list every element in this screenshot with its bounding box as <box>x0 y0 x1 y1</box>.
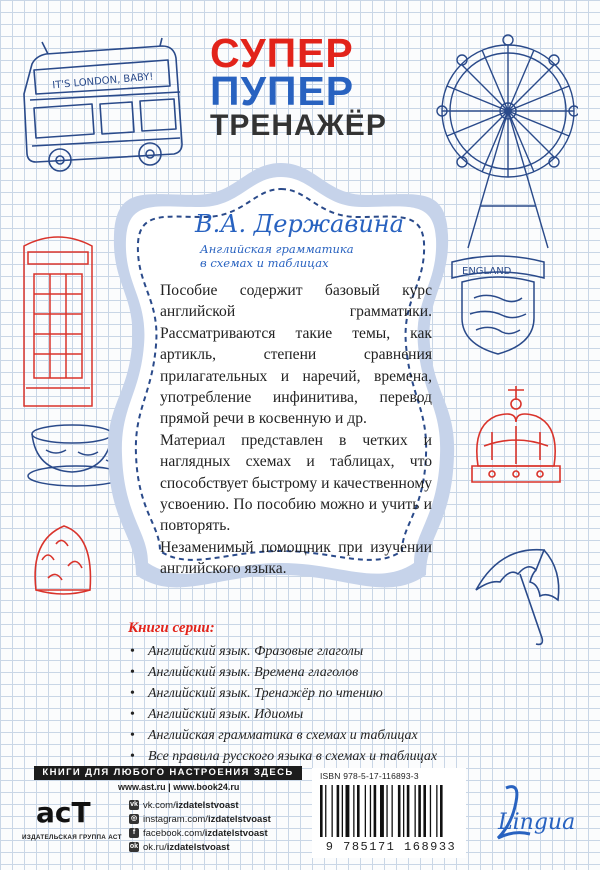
barcode-digits: 9 785171 168933 <box>325 840 457 854</box>
description-paragraph: Незаменимый помощник при изучении английского языка. <box>160 538 432 578</box>
shield-banner-text: ENGLAND <box>462 266 512 277</box>
social-link-vk[interactable]: vk vk.com/ izdatelstvoast <box>130 799 239 811</box>
book-subtitle-line2: в схемах и таблицах <box>200 256 329 270</box>
series-heading: Книги серии: <box>128 620 215 636</box>
book-author: В.А. Державина <box>195 210 404 238</box>
isbn-number: ISBN 978-5-17-116893-3 <box>320 771 419 781</box>
publisher-name: ИЗДАТЕЛЬСКАЯ ГРУППА АСТ <box>22 834 122 841</box>
title-line-trenazher: ТРЕНАЖЁР <box>210 109 387 142</box>
social-link-facebook[interactable]: f facebook.com/ izdatelstvoast <box>143 826 271 840</box>
series-item: • Английский язык. Времена глаголов <box>128 662 488 683</box>
series-item: • Английский язык. Идиомы <box>128 704 488 725</box>
publisher-sites: www.ast.ru | www.book24.ru <box>118 782 240 792</box>
book-subtitle-line1: Английская грамматика <box>200 242 354 256</box>
description-paragraph: Пособие содержит базовый курс английской грамматики. Рассматриваются такие темы, как артикль, степени сравнения прилагательных и наречий, времена, употребление инфинитива, перевод прямой речи в косвенную и др. <box>160 282 432 428</box>
social-link-instagram[interactable]: ◎ instagram.com/ izdatelstvoast <box>130 813 271 825</box>
slogan-band: КНИГИ ДЛЯ ЛЮБОГО НАСТРОЕНИЯ ЗДЕСЬ <box>34 766 302 780</box>
series-item: • Английский язык. Фразовые глаголы <box>128 641 488 662</box>
instagram-icon: ◎ <box>130 815 138 822</box>
barcode <box>318 785 464 839</box>
bus-sign-text: IT'S LONDON, BABY! <box>51 71 154 92</box>
facebook-icon: f <box>129 828 139 838</box>
social-links <box>129 798 271 854</box>
ast-logo <box>34 790 96 830</box>
svg-text:acT: acT <box>36 796 91 829</box>
series-title <box>210 30 410 142</box>
description-paragraph: Материал представлен в четких и наглядных схемах и таблицах, что способствует быстрому и качественному усвоению. По пособию можно и учить и повторять. <box>160 431 432 535</box>
series-item: • Английский язык. Тренажёр по чтению <box>128 683 488 704</box>
series-list <box>128 620 488 767</box>
title-line-super: СУПЕР <box>210 30 354 76</box>
social-link-ok[interactable]: ok ok.ru/ izdatelstvoast <box>129 841 230 853</box>
guard-hat-icon <box>28 520 98 600</box>
series-item: • Английская грамматика в схемах и таблицах <box>128 725 488 746</box>
imprint-name: Lingua <box>498 810 576 835</box>
series-item: • Все правила русского языка в схемах и таблицах <box>128 746 488 767</box>
vk-icon: vk <box>130 801 138 808</box>
ok-icon: ok <box>129 843 139 850</box>
book-subtitle <box>200 242 400 270</box>
phone-box-icon <box>18 228 98 408</box>
book-description <box>160 280 432 580</box>
crown-icon <box>462 386 572 496</box>
title-line-puper: ПУПЕР <box>210 68 355 114</box>
